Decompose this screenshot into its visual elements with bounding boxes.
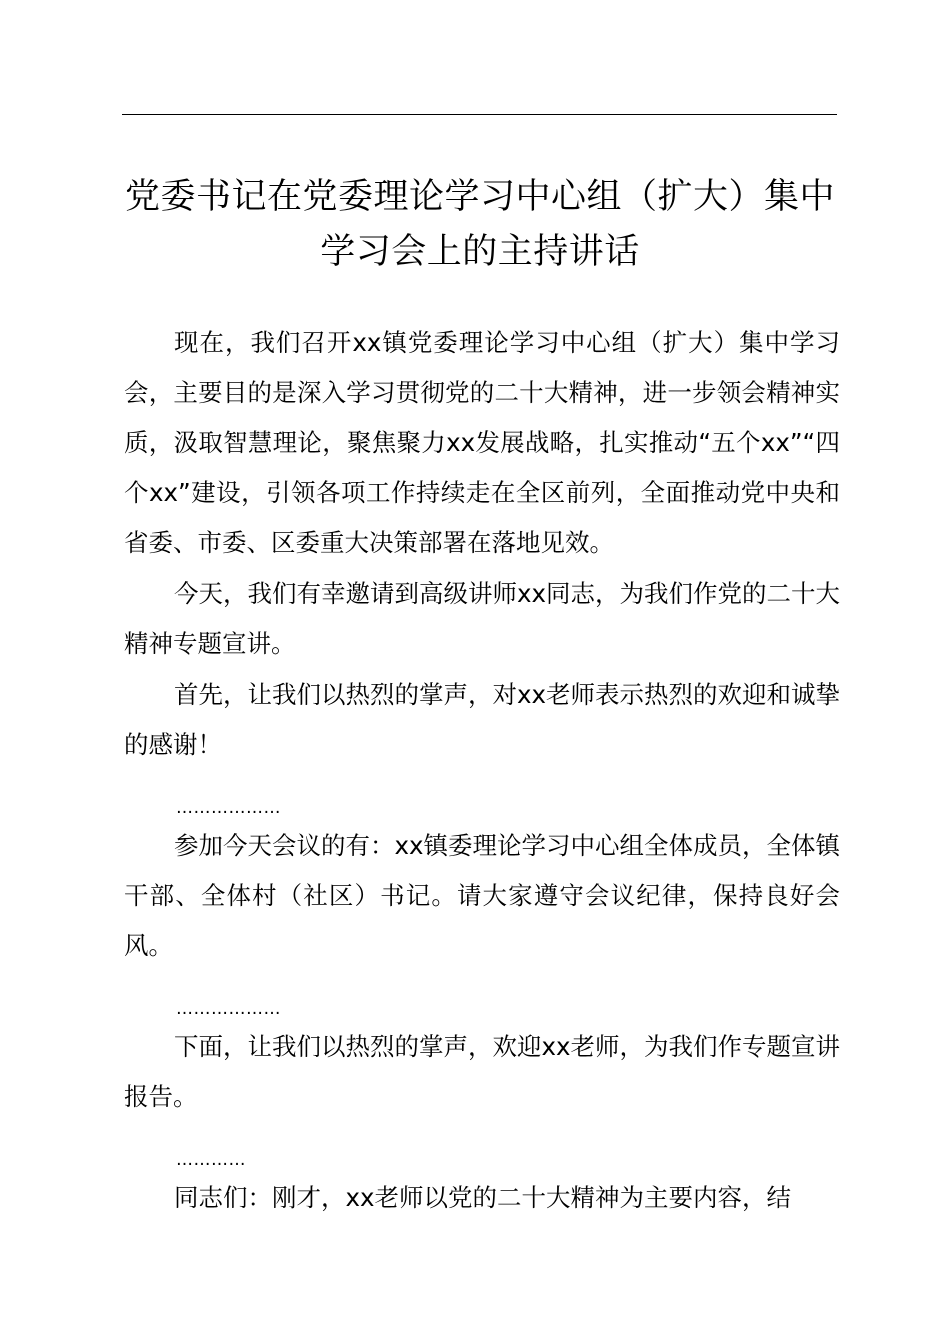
document-title [110, 170, 850, 280]
paragraph-attendees: 参加今天会议的有：xx镇委理论学习中心组全体成员，全体镇干部、全体村（社区）书记。请大家遵守会议纪律，保持良好会风。 [124, 831, 840, 960]
title-line-2: 学习会上的主持讲话 [320, 232, 640, 272]
document-body [124, 318, 840, 1224]
paragraph-invite-report: 下面，让我们以热烈的掌声，欢迎xx老师，为我们作专题宣讲报告。 [124, 1032, 840, 1111]
paragraph-closing-start: 同志们：刚才，xx老师以党的二十大精神为主要内容，结 [174, 1183, 791, 1212]
title-line-1: 党委书记在党委理论学习中心组（扩大）集中 [124, 177, 835, 217]
ellipsis-separator: ………… [176, 1150, 246, 1170]
ellipsis-separator: ……………… [176, 798, 281, 818]
paragraph-opening: 现在，我们召开xx镇党委理论学习中心组（扩大）集中学习会，主要目的是深入学习贯彻党的二十大精神，进一步领会精神实质，汲取智慧理论，聚焦聚力xx发展战略，扎实推动“五个xx”“四个xx”建设，引领各项工作持续走在全区前列，全面推动党中央和省委、市委、区委重大决策部署在落地见效。 [124, 328, 840, 557]
paragraph-welcome: 首先，让我们以热烈的掌声，对xx老师表示热烈的欢迎和诚挚的感谢！ [124, 680, 840, 759]
paragraph-speaker-intro: 今天，我们有幸邀请到高级讲师xx同志，为我们作党的二十大精神专题宣讲。 [124, 579, 840, 658]
ellipsis-separator: ……………… [176, 999, 281, 1019]
header-rule [122, 114, 837, 115]
